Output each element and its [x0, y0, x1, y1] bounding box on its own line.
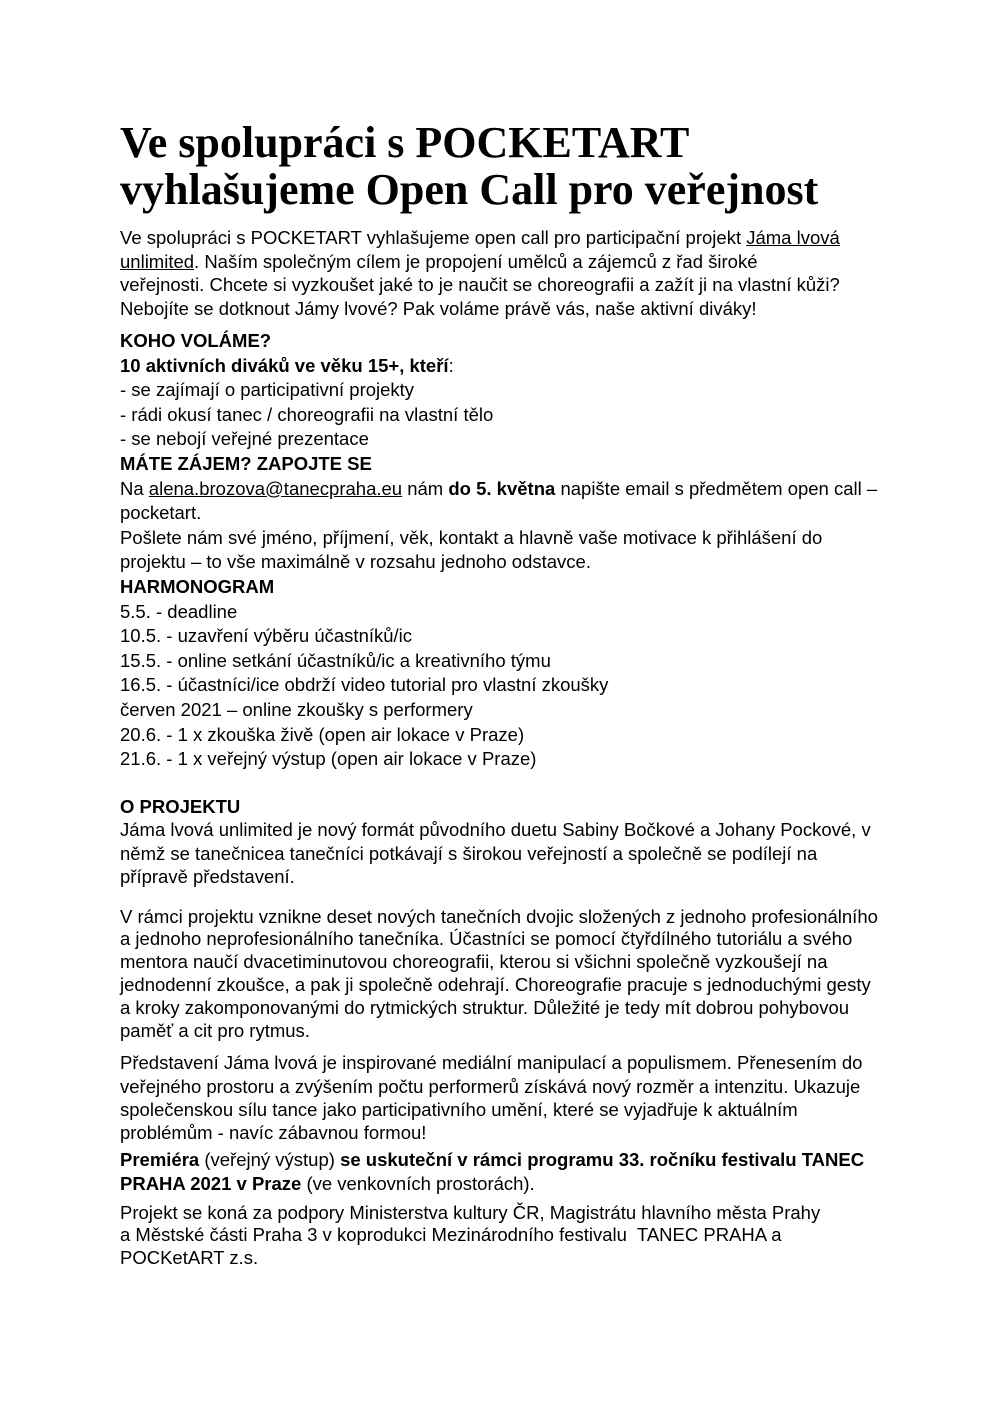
text-line	[120, 600, 882, 625]
text-line	[120, 1202, 882, 1225]
text-segment: Pošlete nám své jméno, příjmení, věk, kontakt a hlavně vaše motivace k přihlášení do	[120, 526, 823, 548]
text-segment: Ve spolupráci s POCKETART vyhlašujeme open call pro participační projekt	[120, 227, 747, 248]
text-segment: (ve venkovních prostorách).	[301, 1172, 535, 1194]
text-segment: - se zajímají o participativní projekty	[120, 379, 415, 401]
text-line	[120, 842, 882, 866]
support-paragraph	[120, 1202, 882, 1270]
text-line	[120, 1172, 882, 1196]
text-segment: projektu – to vše maximálně v rozsahu jednoho odstavce.	[120, 551, 591, 573]
intro-paragraph	[120, 226, 882, 320]
text-segment: - rádi okusí tanec / choreografii na vlastní tělo	[120, 403, 494, 425]
text-segment: PRAHA 2021 v Praze	[120, 1172, 302, 1194]
text-line	[120, 951, 882, 974]
text-line	[120, 865, 882, 889]
text-line	[120, 649, 882, 674]
text-segment: Jáma lvová unlimited je nový formát původního duetu Sabiny Bočkové a Johany Pockové, v	[120, 819, 871, 841]
document-body	[120, 226, 882, 1270]
text-line	[120, 818, 882, 842]
text-line	[120, 427, 882, 452]
text-segment: problémům - navíc zábavnou formou!	[120, 1122, 427, 1144]
section-heading: O PROJEKTU	[120, 795, 241, 817]
text-segment: se uskuteční v rámci programu 33. ročníku festivalu TANEC	[340, 1148, 865, 1170]
section-heading: HARMONOGRAM	[120, 575, 275, 597]
text-line	[120, 698, 882, 723]
section-heading: KOHO VOLÁME?	[120, 330, 272, 351]
text-line	[120, 550, 882, 575]
text-line	[120, 1098, 882, 1121]
email-link[interactable]: alena.brozova@tanecpraha.eu	[148, 477, 403, 499]
text-line	[120, 906, 882, 929]
text-segment: veřejnosti. Chcete si vyzkoušet jaké to je naučit se choreografii a zažít ji na vlastní kůži?	[120, 274, 840, 295]
text-line	[120, 1148, 882, 1172]
text-segment: Projekt se koná za podpory Ministerstva kultury ČR, Magistrátu hlavního města Prahy	[120, 1201, 821, 1223]
text-segment: pocketart.	[120, 502, 202, 524]
text-segment: 10 aktivních diváků ve věku 15+, kteří	[120, 354, 449, 376]
title-line-2: vyhlašujeme Open Call pro veřejnost	[120, 165, 819, 214]
text-segment: napište email s předmětem open call –	[555, 477, 878, 499]
project-title-underline: Jáma lvová	[746, 227, 840, 248]
text-line	[120, 477, 882, 502]
text-line	[120, 1051, 882, 1074]
text-segment: 15.5. - online setkání účastníků/ic a kreativního týmu	[120, 649, 551, 671]
text-segment: a jednoho neprofesionálního tanečníka. Účastníci se pomocí čtyřdílného tutoriálu a svého	[120, 928, 853, 950]
text-segment: přípravě představení.	[120, 866, 295, 888]
text-line	[120, 250, 882, 274]
deadline-date: do 5. května	[448, 477, 556, 499]
text-segment: 20.6. - 1 x zkouška živě (open air lokace v Praze)	[120, 723, 525, 745]
text-segment: mentora naučí dvacetiminutovou choreografii, kterou si všichni společně vyzkoušejí na	[120, 951, 828, 973]
text-segment: společenskou sílu tance jako participativního umění, které se vyjadřuje k aktuálním	[120, 1099, 798, 1121]
text-line	[120, 452, 882, 477]
text-segment: veřejného prostoru a zvýšením počtu performerů získává nový rozměr a intenzitu. Ukazuje	[120, 1075, 861, 1097]
about-project-section	[120, 795, 882, 889]
document-title	[120, 119, 882, 213]
text-segment: a kroky zakomponovanými do rytmických struktur. Důležité je tedy mít dobrou pohybovou	[120, 996, 850, 1018]
text-segment: 21.6. - 1 x veřejný výstup (open air lokace v Praze)	[120, 748, 537, 770]
text-segment: :	[448, 354, 454, 376]
text-line	[120, 226, 882, 250]
text-line	[120, 928, 882, 951]
text-line	[120, 354, 882, 379]
text-segment: němž se tanečnicea tanečníci potkávají s širokou veřejností a společně se podílejí na	[120, 842, 818, 864]
title-line-1: Ve spolupráci s POCKETART	[120, 118, 690, 167]
text-line	[120, 624, 882, 649]
performance-paragraph	[120, 1051, 882, 1144]
text-line	[120, 575, 882, 600]
text-segment: V rámci projektu vznikne deset nových tanečních dvojic složených z jednoho profesionálního	[120, 905, 878, 927]
section-heading: MÁTE ZÁJEM? ZAPOJTE SE	[120, 452, 372, 474]
text-segment: 5.5. - deadline	[120, 600, 238, 622]
text-segment: a Městské části Praha 3 v koprodukci Mezinárodního festivalu TANEC PRAHA a	[120, 1224, 782, 1246]
call-section	[120, 329, 882, 772]
text-line	[120, 1020, 882, 1043]
text-line	[120, 1075, 882, 1098]
text-segment: Představení Jáma lvová je inspirované mediální manipulací a populismem. Přenesením do	[120, 1052, 863, 1074]
text-line	[120, 297, 882, 321]
project-details-paragraph	[120, 906, 882, 1043]
text-segment: . Naším společným cílem je propojení umělců a zájemců z řad široké	[194, 250, 758, 272]
text-segment: (veřejný výstup)	[199, 1148, 341, 1170]
text-segment: jednodenní zkoušce, a pak ji společně odehrají. Choreografie pracuje s jednoduchými gesty	[120, 974, 871, 996]
text-segment: nám	[402, 477, 449, 499]
text-line	[120, 329, 882, 354]
text-segment: POCKetART z.s.	[120, 1247, 259, 1269]
project-title-underline: unlimited	[120, 250, 195, 272]
text-segment: červen 2021 – online zkoušky s performery	[120, 698, 473, 720]
text-segment: Premiéra	[120, 1148, 200, 1170]
text-line	[120, 378, 882, 403]
text-line	[120, 997, 882, 1020]
text-segment: paměť a cit pro rytmus.	[120, 1019, 310, 1041]
text-segment: Nebojíte se dotknout Jámy lvové? Pak voláme právě vás, naše aktivní diváky!	[120, 297, 757, 319]
text-line	[120, 403, 882, 428]
text-line	[120, 501, 882, 526]
text-line	[120, 1247, 882, 1270]
text-line	[120, 273, 882, 297]
text-line	[120, 673, 882, 698]
text-line	[120, 747, 882, 772]
text-line	[120, 1224, 882, 1247]
premiere-paragraph	[120, 1148, 882, 1196]
text-segment: - se nebojí veřejné prezentace	[120, 428, 369, 450]
text-segment: 16.5. - účastníci/ice obdrží video tutorial pro vlastní zkoušky	[120, 674, 609, 696]
text-line	[120, 795, 882, 819]
text-line	[120, 974, 882, 997]
text-segment: 10.5. - uzavření výběru účastníků/ic	[120, 625, 413, 647]
text-segment: Na	[120, 477, 149, 499]
text-line	[120, 1121, 882, 1144]
text-line	[120, 723, 882, 748]
text-line	[120, 526, 882, 551]
